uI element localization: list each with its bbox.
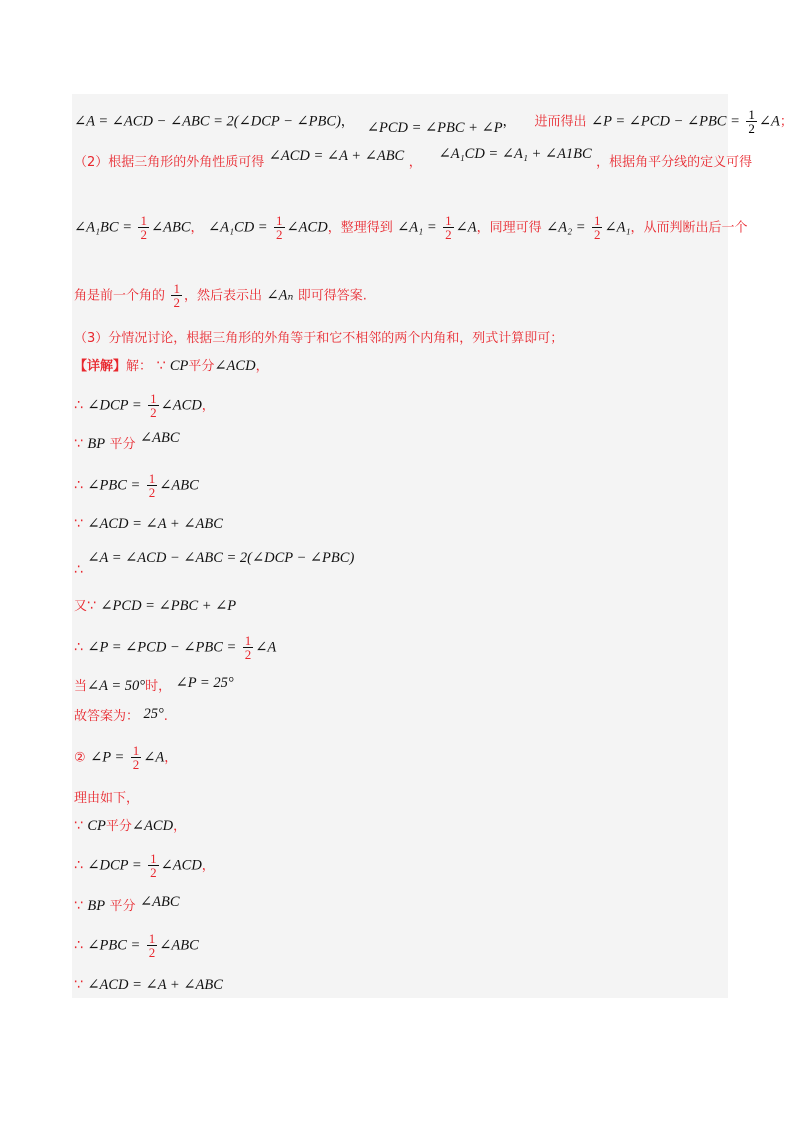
separator: ， <box>201 858 215 874</box>
text-segment: ，同理可得 <box>476 220 542 236</box>
separator: ， <box>201 398 215 414</box>
text-segment: 当 <box>74 679 88 694</box>
line-1 <box>74 108 793 135</box>
separator: ； <box>779 114 793 130</box>
line-4 <box>74 282 367 309</box>
line-12 <box>74 596 236 617</box>
text-segment: 解： <box>126 359 153 374</box>
fraction: $\frac{1}{2}$ <box>148 931 156 960</box>
fraction: $\frac{1}{2}$ <box>148 471 156 500</box>
math-expression: ∠DCP = <box>87 857 142 874</box>
math-expression: ∠A₁BC = <box>74 219 132 236</box>
text-segment: （2）根据三角形的外角性质可得 <box>74 155 265 170</box>
line-7 <box>74 392 215 419</box>
section-label: 【详解】 <box>74 359 127 374</box>
separator: ， <box>340 114 354 130</box>
math-expression: ∠A = 50° <box>87 678 146 694</box>
separator: ， <box>502 114 516 130</box>
math-expression: ∠A = ∠ACD − ∠ABC = 2(∠DCP − ∠PBC) <box>74 113 341 130</box>
circled-number: ② <box>74 750 86 766</box>
text-segment: 平分 <box>105 819 132 834</box>
math-expression: CP <box>87 818 106 834</box>
line-6 <box>74 356 269 377</box>
line-13 <box>74 634 276 661</box>
text-segment: 进而得出 <box>534 114 587 130</box>
math-expression: ∠A₁ <box>604 219 631 236</box>
math-expression: ∠ABC <box>140 430 180 446</box>
separator: ， <box>164 750 178 766</box>
math-expression: ∠ACD <box>160 857 202 874</box>
line-11 <box>74 548 355 578</box>
line-2 <box>74 146 753 173</box>
math-expression: ∠ABC <box>159 477 199 494</box>
line-15 <box>74 706 168 727</box>
line-10 <box>74 514 223 534</box>
line-3 <box>74 214 748 241</box>
math-expression: ∠A₁ = <box>397 219 437 236</box>
math-expression: ∠P = <box>90 749 125 766</box>
fraction: $\frac{1}{2}$ <box>244 633 252 662</box>
fraction: $\frac{1}{2}$ <box>150 391 157 420</box>
fraction: $\frac{1}{2}$ <box>593 213 601 242</box>
line-5 <box>74 328 563 349</box>
text-segment: （3）分情况讨论，根据三角形的外角等于和它不相邻的两个内角和，列式计算即可； <box>74 331 564 346</box>
separator: ， <box>173 819 187 834</box>
math-expression: 25° <box>143 706 164 722</box>
separator: . <box>163 709 168 724</box>
math-expression: ∠ACD <box>214 358 256 374</box>
text-segment: 即可得答案. <box>297 288 367 304</box>
text-segment: 故答案为： <box>74 709 140 724</box>
text-segment: 理由如下， <box>74 791 140 806</box>
math-expression: ∠P = ∠PCD − ∠PBC = <box>590 113 740 130</box>
therefore-symbol: ∴ <box>74 937 83 954</box>
math-expression: ∠ACD <box>286 219 328 236</box>
math-expression: ∠P = 25° <box>175 675 234 691</box>
math-expression: ∠PBC = <box>87 477 141 494</box>
math-expression: ∠P = ∠PCD − ∠PBC = <box>87 639 237 656</box>
math-expression: ∠PCD = ∠PBC + ∠P <box>100 598 237 614</box>
therefore-symbol: ∴ <box>74 397 83 414</box>
math-expression: BP <box>87 436 106 452</box>
because-symbol: ∵ <box>74 818 83 834</box>
math-expression: ∠A <box>255 639 277 656</box>
math-expression: ∠ACD = ∠A + ∠ABC <box>87 977 223 993</box>
fraction: $\frac{1}{2}$ <box>140 213 147 242</box>
fraction: $\frac{1}{2}$ <box>445 213 452 242</box>
because-symbol: ∵ <box>87 598 96 614</box>
text-segment: 平分 <box>109 899 136 914</box>
fraction: $\frac{1}{2}$ <box>748 107 755 136</box>
because-symbol: ∵ <box>74 436 83 452</box>
fraction: $\frac{1}{2}$ <box>132 743 140 772</box>
math-expression: ∠ABC <box>150 219 191 236</box>
therefore-symbol: ∴ <box>74 477 83 494</box>
separator: ， <box>190 220 204 236</box>
text-segment: 平分 <box>188 359 215 374</box>
separator: ， <box>408 155 422 170</box>
math-expression: ∠ACD <box>131 818 174 834</box>
separator: ， <box>255 359 269 374</box>
math-expression: BP <box>87 898 106 914</box>
fraction: $\frac{1}{2}$ <box>150 851 157 880</box>
math-expression: ∠ABC <box>159 937 199 954</box>
math-expression: ∠ABC <box>140 894 180 910</box>
fraction: $\frac{1}{2}$ <box>173 281 180 310</box>
text-segment: ，然后表示出 <box>183 288 262 304</box>
line-19 <box>74 852 215 879</box>
math-expression: ∠Aₙ <box>266 287 294 304</box>
text-segment: 又 <box>74 599 88 614</box>
because-symbol: ∵ <box>74 977 83 993</box>
math-expression: ∠PCD = ∠PBC + ∠P <box>366 119 503 136</box>
math-expression: ∠PBC = <box>87 937 141 954</box>
line-16 <box>74 744 177 771</box>
because-symbol: ∵ <box>156 358 166 374</box>
line-21 <box>74 932 199 959</box>
therefore-symbol: ∴ <box>74 639 83 656</box>
line-17 <box>74 788 139 809</box>
because-symbol: ∵ <box>74 516 83 532</box>
math-expression: ∠A <box>758 113 780 130</box>
math-expression: ∠A₁CD = <box>207 219 268 236</box>
line-14 <box>74 676 234 697</box>
text-segment: 平分 <box>109 437 136 452</box>
line-9 <box>74 472 199 499</box>
math-expression: ∠A = ∠ACD − ∠ABC = 2(∠DCP − ∠PBC) <box>87 550 355 566</box>
math-expression: ∠A <box>455 219 477 236</box>
therefore-symbol: ∴ <box>74 562 83 578</box>
text-segment: ，从而判断出后一个 <box>630 220 748 236</box>
therefore-symbol: ∴ <box>74 857 83 874</box>
math-expression: ∠A <box>143 749 165 766</box>
because-symbol: ∵ <box>74 898 83 914</box>
math-expression: ∠ACD = ∠A + ∠ABC <box>87 516 223 532</box>
line-22 <box>74 975 223 995</box>
line-18 <box>74 816 186 837</box>
math-expression: CP <box>169 358 189 374</box>
math-expression: ∠A₁CD = ∠A₁ + ∠A1BC <box>438 146 592 162</box>
line-8 <box>74 430 180 455</box>
fraction: $\frac{1}{2}$ <box>276 213 283 242</box>
line-20 <box>74 896 180 917</box>
math-expression: ∠ACD = ∠A + ∠ABC <box>268 148 405 164</box>
text-segment: ，根据角平分线的定义可得 <box>596 155 753 170</box>
text-segment: 时， <box>145 679 172 694</box>
text-segment: ，整理得到 <box>327 220 393 236</box>
math-expression: ∠DCP = <box>87 397 142 414</box>
math-expression: ∠ACD <box>160 397 202 414</box>
text-segment: 角是前一个角的 <box>74 288 166 304</box>
math-expression: ∠A₂ = <box>546 219 586 236</box>
